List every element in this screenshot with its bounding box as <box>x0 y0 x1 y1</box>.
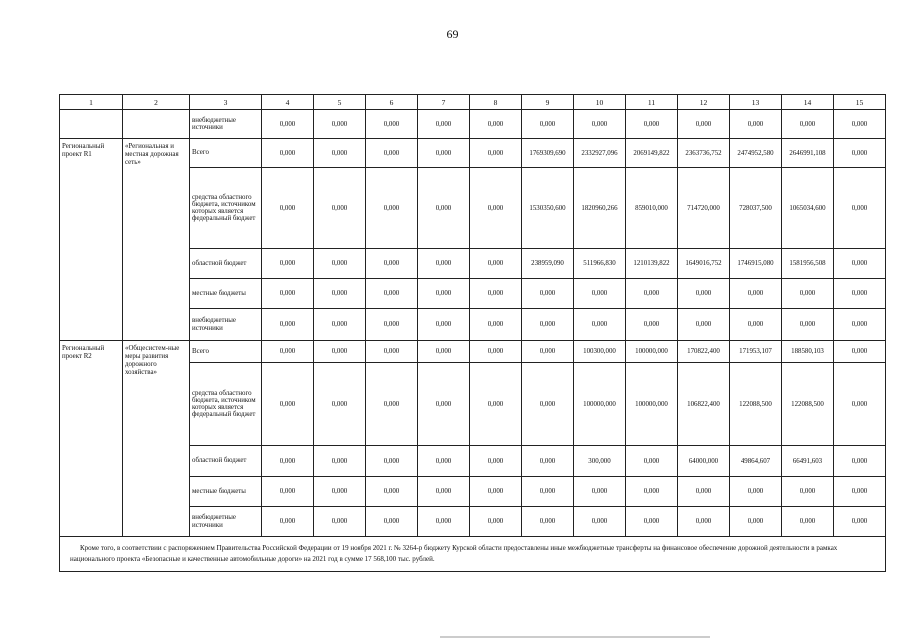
column-number: 8 <box>470 95 522 110</box>
value-cell: 0,000 <box>522 363 574 446</box>
value-cell: 0,000 <box>470 363 522 446</box>
source-label: внебюджетные источники <box>190 110 262 139</box>
column-number: 7 <box>418 95 470 110</box>
value-cell: 0,000 <box>366 279 418 309</box>
value-cell: 0,000 <box>470 168 522 249</box>
value-cell: 0,000 <box>574 279 626 309</box>
value-cell: 1210139,822 <box>626 249 678 279</box>
value-cell: 0,000 <box>834 363 886 446</box>
value-cell: 106822,400 <box>678 363 730 446</box>
value-cell: 170822,400 <box>678 341 730 363</box>
value-cell: 0,000 <box>314 110 366 139</box>
value-cell: 0,000 <box>678 477 730 507</box>
value-cell: 0,000 <box>314 168 366 249</box>
value-cell: 0,000 <box>834 279 886 309</box>
value-cell: 100000,000 <box>626 341 678 363</box>
value-cell: 0,000 <box>262 507 314 537</box>
value-cell: 0,000 <box>366 446 418 477</box>
value-cell: 0,000 <box>626 507 678 537</box>
value-cell: 0,000 <box>262 309 314 341</box>
source-label: внебюджетные источники <box>190 309 262 341</box>
value-cell: 122088,500 <box>782 363 834 446</box>
value-cell: 0,000 <box>782 110 834 139</box>
value-cell: 0,000 <box>522 309 574 341</box>
value-cell: 0,000 <box>366 363 418 446</box>
value-cell: 0,000 <box>522 279 574 309</box>
column-number: 12 <box>678 95 730 110</box>
value-cell: 0,000 <box>730 110 782 139</box>
source-label: местные бюджеты <box>190 477 262 507</box>
source-label: областной бюджет <box>190 249 262 279</box>
value-cell: 0,000 <box>314 363 366 446</box>
value-cell: 2363736,752 <box>678 139 730 168</box>
value-cell: 0,000 <box>834 249 886 279</box>
value-cell: 0,000 <box>366 507 418 537</box>
value-cell: 0,000 <box>418 249 470 279</box>
project-r1-cell: Региональный проект R1 <box>60 139 123 341</box>
name-cell-empty <box>123 110 190 139</box>
column-number: 11 <box>626 95 678 110</box>
value-cell: 859010,000 <box>626 168 678 249</box>
value-cell: 0,000 <box>314 309 366 341</box>
page-number: 69 <box>446 27 459 41</box>
value-cell: 171953,107 <box>730 341 782 363</box>
value-cell: 0,000 <box>418 446 470 477</box>
value-cell: 100000,000 <box>574 363 626 446</box>
source-label: средства областного бюджета, источником которых является федеральный бюджет <box>190 363 262 446</box>
value-cell: 0,000 <box>418 309 470 341</box>
value-cell: 0,000 <box>470 477 522 507</box>
value-cell: 64000,000 <box>678 446 730 477</box>
value-cell: 0,000 <box>834 446 886 477</box>
value-cell: 100000,000 <box>626 363 678 446</box>
value-cell: 0,000 <box>262 168 314 249</box>
value-cell: 1649016,752 <box>678 249 730 279</box>
column-number: 3 <box>190 95 262 110</box>
value-cell: 0,000 <box>366 168 418 249</box>
value-cell: 0,000 <box>470 507 522 537</box>
value-cell: 0,000 <box>626 446 678 477</box>
value-cell: 0,000 <box>470 110 522 139</box>
project-cell-empty <box>60 110 123 139</box>
value-cell: 1769309,690 <box>522 139 574 168</box>
value-cell: 0,000 <box>418 110 470 139</box>
value-cell: 0,000 <box>834 477 886 507</box>
value-cell: 66491,603 <box>782 446 834 477</box>
value-cell: 0,000 <box>574 477 626 507</box>
value-cell: 0,000 <box>366 341 418 363</box>
value-cell: 0,000 <box>730 477 782 507</box>
value-cell: 0,000 <box>522 477 574 507</box>
value-cell: 0,000 <box>730 279 782 309</box>
value-cell: 0,000 <box>470 309 522 341</box>
value-cell: 0,000 <box>418 168 470 249</box>
value-cell: 2646991,108 <box>782 139 834 168</box>
table-row <box>60 110 886 139</box>
value-cell: 0,000 <box>418 477 470 507</box>
value-cell: 0,000 <box>366 110 418 139</box>
value-cell: 0,000 <box>626 279 678 309</box>
table-row <box>60 341 886 363</box>
value-cell: 0,000 <box>678 110 730 139</box>
source-label: средства областного бюджета, источником которых является федеральный бюджет <box>190 168 262 249</box>
value-cell: 0,000 <box>782 309 834 341</box>
value-cell: 1530350,600 <box>522 168 574 249</box>
value-cell: 0,000 <box>678 309 730 341</box>
value-cell: 0,000 <box>418 139 470 168</box>
value-cell: 0,000 <box>366 309 418 341</box>
value-cell: 0,000 <box>262 477 314 507</box>
source-label: внебюджетные источники <box>190 507 262 537</box>
value-cell: 0,000 <box>366 249 418 279</box>
value-cell: 0,000 <box>834 507 886 537</box>
value-cell: 0,000 <box>262 249 314 279</box>
column-number: 2 <box>123 95 190 110</box>
value-cell: 0,000 <box>262 110 314 139</box>
value-cell: 122088,500 <box>730 363 782 446</box>
value-cell: 0,000 <box>834 168 886 249</box>
project-r2-name: «Общесистем-ные меры развития дорожного хозяйства» <box>123 341 190 537</box>
column-number: 6 <box>366 95 418 110</box>
value-cell: 1065034,600 <box>782 168 834 249</box>
value-cell: 0,000 <box>522 446 574 477</box>
value-cell: 0,000 <box>626 110 678 139</box>
value-cell: 0,000 <box>574 507 626 537</box>
value-cell: 1746915,080 <box>730 249 782 279</box>
column-number-row <box>60 95 886 110</box>
value-cell: 0,000 <box>262 363 314 446</box>
value-cell: 0,000 <box>314 249 366 279</box>
source-label: Всего <box>190 139 262 168</box>
column-number: 13 <box>730 95 782 110</box>
value-cell: 2332927,096 <box>574 139 626 168</box>
budget-table <box>59 94 886 572</box>
project-r2-cell: Региональный проект R2 <box>60 341 123 537</box>
value-cell: 0,000 <box>314 279 366 309</box>
value-cell: 0,000 <box>470 446 522 477</box>
value-cell: 0,000 <box>366 477 418 507</box>
value-cell: 0,000 <box>678 279 730 309</box>
value-cell: 0,000 <box>314 446 366 477</box>
note-row <box>60 537 886 572</box>
value-cell: 0,000 <box>522 507 574 537</box>
value-cell: 238959,090 <box>522 249 574 279</box>
column-number: 4 <box>262 95 314 110</box>
value-cell: 0,000 <box>314 139 366 168</box>
budget-table-container <box>59 94 885 572</box>
note-cell <box>60 537 886 572</box>
source-label: областной бюджет <box>190 446 262 477</box>
source-label: местные бюджеты <box>190 279 262 309</box>
source-label: Всего <box>190 341 262 363</box>
value-cell: 0,000 <box>782 279 834 309</box>
value-cell: 728037,500 <box>730 168 782 249</box>
value-cell: 0,000 <box>678 507 730 537</box>
value-cell: 188580,103 <box>782 341 834 363</box>
value-cell: 300,000 <box>574 446 626 477</box>
scan-artifact <box>440 636 710 638</box>
value-cell: 0,000 <box>470 279 522 309</box>
table-row <box>60 139 886 168</box>
value-cell: 0,000 <box>574 110 626 139</box>
value-cell: 0,000 <box>522 341 574 363</box>
value-cell: 0,000 <box>574 309 626 341</box>
column-number: 14 <box>782 95 834 110</box>
value-cell: 0,000 <box>366 139 418 168</box>
value-cell: 49864,607 <box>730 446 782 477</box>
value-cell: 0,000 <box>418 507 470 537</box>
value-cell: 0,000 <box>418 363 470 446</box>
value-cell: 0,000 <box>626 477 678 507</box>
value-cell: 1820960,266 <box>574 168 626 249</box>
value-cell: 0,000 <box>834 341 886 363</box>
value-cell: 0,000 <box>470 341 522 363</box>
value-cell: 0,000 <box>262 279 314 309</box>
value-cell: 0,000 <box>314 477 366 507</box>
value-cell: 0,000 <box>782 477 834 507</box>
column-number: 10 <box>574 95 626 110</box>
value-cell: 0,000 <box>834 139 886 168</box>
value-cell: 0,000 <box>470 249 522 279</box>
note-text: Кроме того, в соответствии с распоряжением Правительства Российской Федерации от 19 ноября 2021 г. № 3264-р бюджету Курской области предоставлены иные межбюджетные трансферты на финансовое обеспечение дорожной деятельности в рамках национального проекта «Безопасные и качественные автомобильные дороги» на 2021 год в сумме 17 568,100 тыс. рублей. <box>70 544 838 564</box>
value-cell: 0,000 <box>262 139 314 168</box>
value-cell: 0,000 <box>314 507 366 537</box>
value-cell: 100300,000 <box>574 341 626 363</box>
value-cell: 0,000 <box>730 507 782 537</box>
value-cell: 0,000 <box>782 507 834 537</box>
value-cell: 2069149,822 <box>626 139 678 168</box>
value-cell: 0,000 <box>418 279 470 309</box>
project-r1-name: «Региональная и местная дорожная сеть» <box>123 139 190 341</box>
value-cell: 0,000 <box>730 309 782 341</box>
column-number: 15 <box>834 95 886 110</box>
value-cell: 0,000 <box>834 309 886 341</box>
value-cell: 714720,000 <box>678 168 730 249</box>
value-cell: 0,000 <box>626 309 678 341</box>
column-number: 5 <box>314 95 366 110</box>
value-cell: 511966,830 <box>574 249 626 279</box>
value-cell: 0,000 <box>262 341 314 363</box>
value-cell: 0,000 <box>522 110 574 139</box>
value-cell: 1581956,508 <box>782 249 834 279</box>
value-cell: 0,000 <box>834 110 886 139</box>
value-cell: 0,000 <box>470 139 522 168</box>
value-cell: 0,000 <box>418 341 470 363</box>
column-number: 1 <box>60 95 123 110</box>
value-cell: 0,000 <box>314 341 366 363</box>
value-cell: 2474952,580 <box>730 139 782 168</box>
column-number: 9 <box>522 95 574 110</box>
value-cell: 0,000 <box>262 446 314 477</box>
